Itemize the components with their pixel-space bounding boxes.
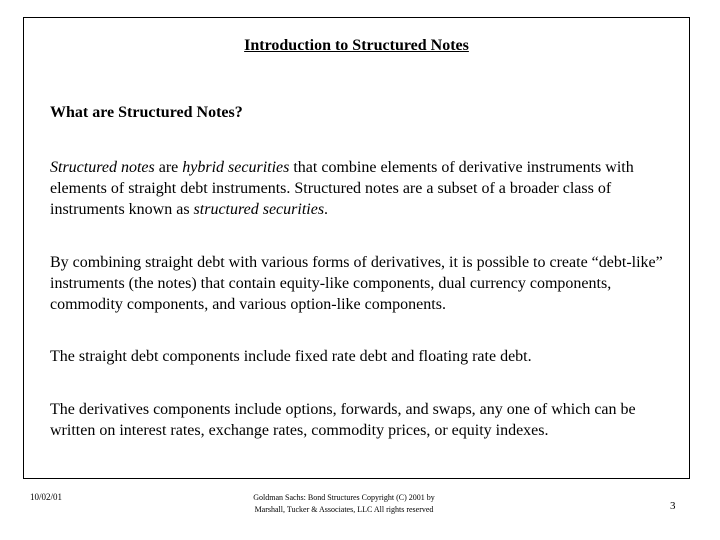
slide-title: Introduction to Structured Notes [244, 37, 469, 54]
para1-text-1: are [154, 159, 183, 176]
term-structured-securities: structured securities [193, 201, 325, 218]
section-question: What are Structured Notes? [50, 104, 243, 121]
paragraph-derivatives: The derivatives components include options, forwards, and swaps, any one of which can be written on interest rates, exchange rates, commodity prices, or equity indexes. [50, 401, 636, 439]
paragraph-straight-debt: The straight debt components include fixed rate debt and floating rate debt. [50, 348, 532, 365]
para1-text-3: . [324, 201, 329, 218]
term-structured-notes: Structured notes [50, 159, 155, 176]
footer-copyright: Goldman Sachs: Bond Structures Copyright (C) 2001 by Marshall, Tucker & Associates, LLC All rights reserved [253, 493, 435, 514]
paragraph-combining: By combining straight debt with various forms of derivatives, it is possible to create “debt-like” instruments (the notes) that contain equity-like components, dual currency components, commodity components, and various option-like components. [50, 254, 663, 313]
footer-page-number: 3 [670, 500, 676, 512]
footer-date: 10/02/01 [30, 492, 63, 502]
para1-text-2: that combine elements of derivative instruments with elements of straight debt instruments. Structured notes are a subset of a broader class of instruments known as [50, 159, 634, 218]
term-hybrid-securities: hybrid securities [182, 159, 290, 176]
slide-frame [23, 17, 690, 479]
paragraph-definition [50, 157, 680, 220]
